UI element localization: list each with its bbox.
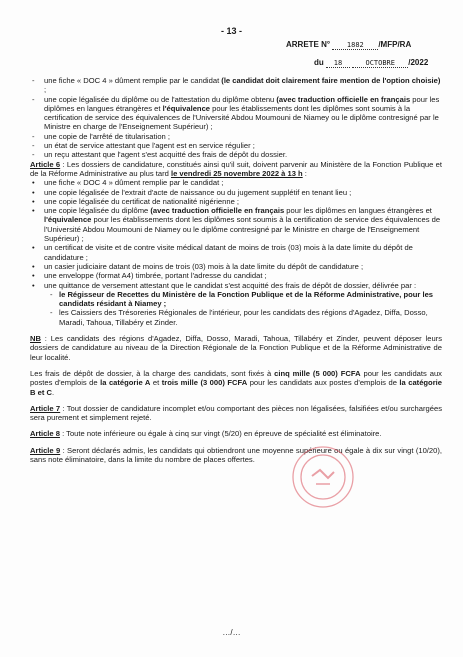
required-documents-list-a: [30, 76, 442, 160]
article-6: Article 6 : Les dossiers de candidature, constitués ainsi qu'il suit, doivent parvenir au Ministère de la Fonction Publique et de la Réforme Administrative au plus tard le vendredi 25 novembre 2022 à 13 h :: [30, 159, 443, 178]
list-item: - une copie légalisée du diplôme ou de l'attestation du diplôme obtenu (avec traduction officielle en français pour les diplômes en langues étrangères et l'équivalence pour les établissements dont les diplômes sont soumis à la certification de service des équivalences de l'Université Abdou Moumouni de Niamey ou le diplôme contresigné par le Ministre en charge de l'Enseignement Supérieur) ;: [32, 94, 440, 132]
list-item: • une copie légalisée du certificat de nationalité nigérienne ;: [32, 196, 240, 206]
nb-paragraph: NB : Les candidats des régions d'Agadez, Diffa, Dosso, Maradi, Tahoua, Tillabéry et Zinder, peuvent déposer leurs dossiers de candidature au niveau de la Direction Régionale de la Fonction Publique et de la Réforme Administrative de leur localité.: [30, 334, 442, 362]
list-item: • un casier judiciaire datant de moins de trois (03) mois à la date limite du dépôt de candidature ;: [32, 261, 364, 271]
continuation-mark: …/…: [222, 628, 241, 637]
list-item: - les Caissiers des Trésoreries Régionales de l'intérieur, pour les candidats des régions d'Agadez, Diffa, Dosso, Maradi, Tahoua, Tillabéry et Zinder.: [50, 308, 428, 327]
list-item: - une fiche « DOC 4 » dûment remplie par le candidat (le candidat doit clairement faire mention de l'option choisie) ;: [32, 76, 441, 95]
arrete-number-line: [286, 40, 411, 50]
payment-offices-list: [30, 290, 442, 327]
list-item: • une copie légalisée de l'extrait d'acte de naissance ou du jugement supplétif en tenant lieu ;: [32, 187, 352, 197]
required-documents-list-b: [30, 178, 442, 290]
date-day: 18: [326, 59, 350, 68]
list-item: • un certificat de visite et de contre visite médical datant de moins de trois (03) mois à la date limite du dépôt de candidature ;: [32, 243, 413, 262]
official-stamp: [288, 442, 358, 512]
list-item: • une quittance de versement attestant que le candidat s'est acquitté des frais de dépôt de dossier, délivrée par :: [32, 280, 417, 290]
fees-paragraph: Les frais de dépôt de dossier, à la charge des candidats, sont fixés à cinq mille (5 000) FCFA pour les candidats aux postes d'emplois de la catégorie A et trois mille (3 000) FCFA pour les candidats aux postes d'emplois de la catégorie B et C.: [30, 368, 442, 397]
page-number: - 13 -: [220, 26, 242, 36]
document-body: [30, 76, 442, 464]
list-item: • une enveloppe (format A4) timbrée, portant l'adresse du candidat ;: [32, 271, 267, 281]
list-item: • une fiche « DOC 4 » dûment remplie par le candidat ;: [32, 178, 224, 188]
date-label: du: [314, 58, 324, 67]
arrete-label: ARRETE N°: [286, 40, 331, 49]
list-item: - un reçu attestant que l'agent s'est acquitté des frais de dépôt du dossier.: [32, 150, 288, 160]
list-item: - le Régisseur de Recettes du Ministère de la Fonction Publique et de la Réforme Administrative, pour les candidats résidant à Niamey ;: [50, 289, 434, 309]
article-7: Article 7 : Tout dossier de candidature incomplet et/ou comportant des pièces non légalisées, falsifiées et/ou surchargées sera purement et simplement rejeté.: [30, 403, 442, 423]
article-9: Article 9 : Seront déclarés admis, les candidats qui obtiendront une moyenne supérieure ou égale à dix sur vingt (10/20), sans note éliminatoire, dans la limite du nombre de places offertes.: [30, 445, 442, 464]
list-item: • une copie légalisée du diplôme (avec traduction officielle en français pour les diplômes en langues étrangères et l'équivalence pour les établissements dont les diplômes sont soumis à la certification de service des équivalences de l'Université Abdou Moumouni de Niamey ou le diplôme contresigné par le Ministre en charge de l'Enseignement Supérieur) ;: [32, 206, 441, 244]
list-item: - une copie de l'arrêté de titularisation ;: [32, 131, 170, 141]
article-8: Article 8 : Toute note inférieure ou égale à cinq sur vingt (5/20) en épreuve de spécialité est éliminatoire.: [30, 429, 382, 439]
date-year: /2022: [408, 58, 429, 67]
arrete-number: 1882: [332, 41, 378, 50]
arrete-suffix: /MFP/RA: [378, 40, 412, 49]
arrete-date-line: [314, 58, 428, 68]
list-item: - un état de service attestant que l'agent est en service régulier ;: [32, 141, 255, 151]
date-month: OCTOBRE: [352, 59, 408, 68]
